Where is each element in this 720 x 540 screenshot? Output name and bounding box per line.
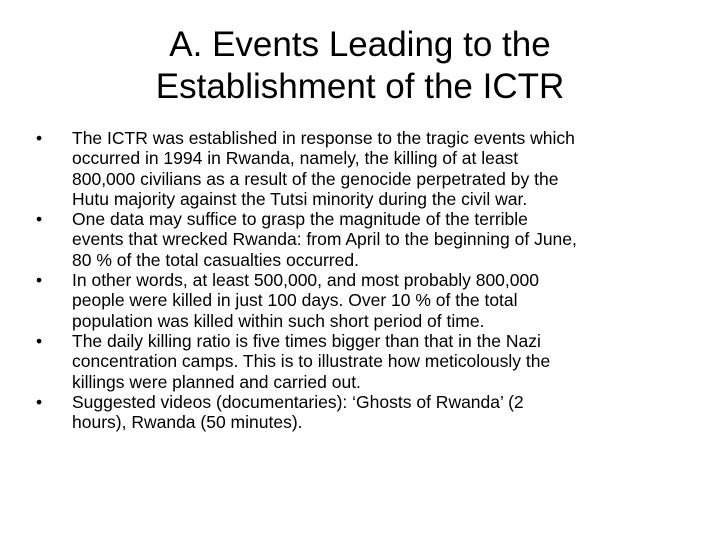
bullet-item — [36, 128, 686, 209]
bullet-text-line: hours), Rwanda (50 minutes). — [72, 412, 303, 433]
bullet-text-line: occurred in 1994 in Rwanda, namely, the killing of at least — [72, 148, 519, 169]
bullet-marker: • — [36, 330, 43, 351]
bullet-text-line: concentration camps. This is to illustrate how meticolously the — [72, 351, 551, 372]
bullet-item — [36, 331, 686, 392]
bullet-item — [36, 209, 686, 270]
bullet-text-line: people were killed in just 100 days. Over 10 % of the total — [72, 290, 518, 311]
bullet-text-line: Suggested videos (documentaries): ‘Ghosts of Rwanda’ (2 — [72, 391, 524, 412]
bullet-text-line: events that wrecked Rwanda: from April to the beginning of June, — [72, 229, 577, 250]
bullet-text-line: In other words, at least 500,000, and most probably 800,000 — [72, 270, 539, 291]
bullet-item — [36, 392, 686, 433]
bullet-text-line: killings were planned and carried out. — [72, 371, 361, 392]
bullet-text-line: The ICTR was established in response to the tragic events which — [72, 128, 575, 148]
bullet-marker: • — [36, 391, 43, 412]
bullet-text-line: The daily killing ratio is five times bigger than that in the Nazi — [72, 330, 541, 351]
slide-title-line: Establishment of the ICTR — [155, 67, 565, 106]
bullet-text-line: 800,000 civilians as a result of the genocide perpetrated by the — [72, 168, 559, 189]
bullet-marker: • — [36, 270, 43, 291]
slide-title — [60, 24, 660, 108]
bullet-text-line: Hutu majority against the Tutsi minority during the civil war. — [72, 188, 528, 209]
bullet-marker: • — [36, 128, 43, 148]
bullet-item — [36, 270, 686, 331]
slide-title-line: A. Events Leading to the — [169, 25, 551, 64]
bullet-list — [36, 128, 686, 432]
bullet-text-line: 80 % of the total casualties occurred. — [72, 249, 359, 270]
bullet-text-line: population was killed within such short period of time. — [72, 310, 485, 331]
bullet-text-line: One data may suffice to grasp the magnitude of the terrible — [72, 209, 528, 230]
bullet-marker: • — [36, 209, 43, 230]
